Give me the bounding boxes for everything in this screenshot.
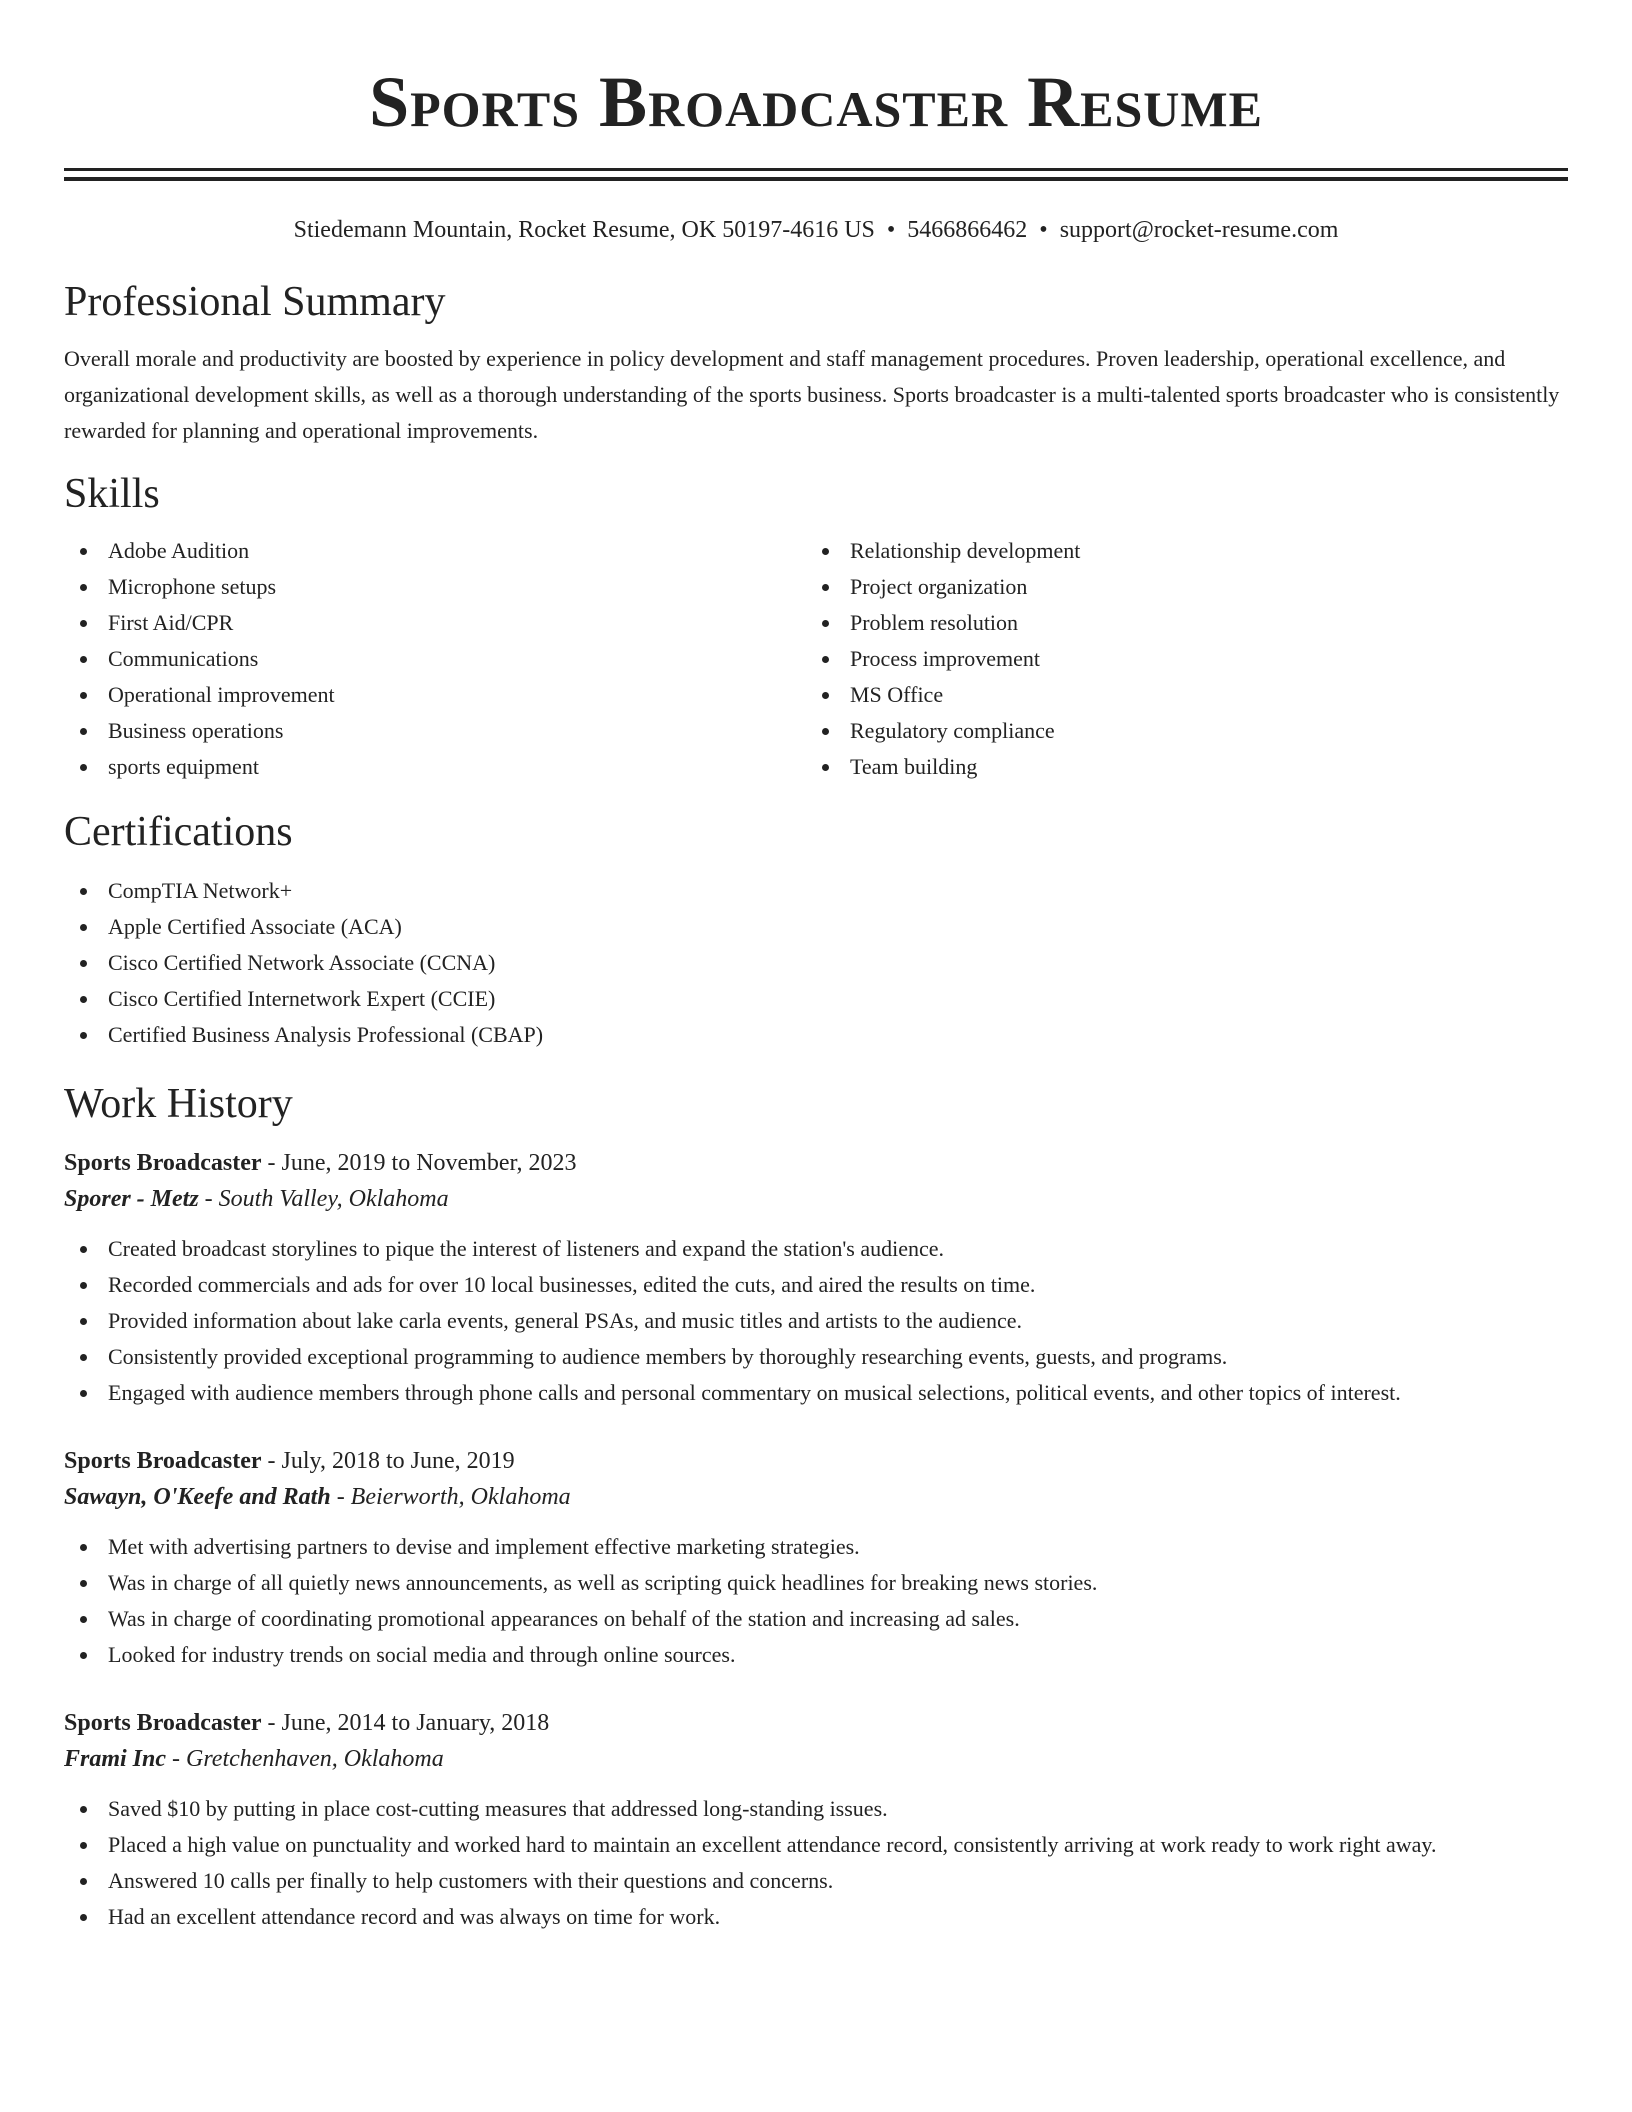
contact-address: Stiedemann Mountain, Rocket Resume, OK 50197-4616 US [293,217,875,243]
skill-item: Communications [64,641,806,677]
skills-section [64,469,1568,785]
bullet-icon [80,960,87,967]
certification-item: Apple Certified Associate (ACA) [64,909,1568,945]
bullet-icon [80,1354,87,1361]
job-duties-list [64,1791,1568,1935]
bullet-icon [80,1914,87,1921]
summary-section [64,277,1568,449]
skill-item: sports equipment [64,749,806,785]
job-duty-item: Looked for industry trends on social media and through online sources. [64,1637,1568,1673]
bullet-icon [80,1318,87,1325]
job-duty-item: Saved $10 by putting in place cost-cutting measures that addressed long-standing issues. [64,1791,1568,1827]
job-entry [64,1705,1568,1935]
contact-email: support@rocket-resume.com [1059,217,1339,243]
certifications-heading: Certifications [64,809,293,855]
contact-separator: • [886,217,896,243]
bullet-icon [80,1390,87,1397]
contact-line [64,215,1568,245]
job-entry [64,1145,1568,1411]
bullet-icon [80,584,87,591]
summary-text: Overall morale and productivity are boosted by experience in policy development and staff management procedures. Proven leadership, operational excellence, and organizational development skills, as well as a thorough understanding of the sports business. Sports broadcaster is a multi-talented sports broadcaster who is consistently rewarded for planning and operational improvements. [64,346,1560,443]
bullet-icon [822,584,829,591]
bullet-icon [80,764,87,771]
certification-item: Cisco Certified Internetwork Expert (CCIE) [64,981,1568,1017]
skill-item: MS Office [806,677,1548,713]
skill-item: Project organization [806,569,1548,605]
job-duty-item: Provided information about lake carla events, general PSAs, and music titles and artists to the audience. [64,1303,1568,1339]
bullet-icon [80,1878,87,1885]
job-title: Sports Broadcaster [64,1710,262,1736]
bullet-icon [80,1806,87,1813]
bullet-icon [80,1842,87,1849]
job-dates: - June, 2014 to January, 2018 [261,1710,550,1736]
job-company: Frami Inc [64,1746,167,1772]
skills-heading: Skills [64,471,160,517]
bullet-icon [80,924,87,931]
skill-item: Operational improvement [64,677,806,713]
skill-item: First Aid/CPR [64,605,806,641]
skill-item: Microphone setups [64,569,806,605]
job-duties-list [64,1529,1568,1673]
contact-separator: • [1039,217,1048,243]
summary-heading: Professional Summary [64,279,446,325]
skill-item: Relationship development [806,533,1548,569]
bullet-icon [80,1544,87,1551]
job-dates: - June, 2019 to November, 2023 [261,1150,577,1176]
certification-item: CompTIA Network+ [64,873,1568,909]
certifications-list [64,873,1568,1053]
bullet-icon [822,728,829,735]
job-company-line [64,1741,1568,1777]
bullet-icon [80,888,87,895]
bullet-icon [80,620,87,627]
work-history-section [64,1079,1568,1935]
job-title-line [64,1145,1568,1181]
contact-phone: 5466866462 [907,217,1028,243]
job-title-line [64,1705,1568,1741]
job-duty-item: Had an excellent attendance record and was always on time for work. [64,1899,1568,1935]
skill-item: Business operations [64,713,806,749]
skill-item: Team building [806,749,1548,785]
bullet-icon [822,620,829,627]
bullet-icon [80,1246,87,1253]
resume-page [64,0,1568,1935]
job-duty-item: Met with advertising partners to devise and implement effective marketing strategies. [64,1529,1568,1565]
bullet-icon [80,692,87,699]
work-history-heading: Work History [64,1081,293,1127]
skills-grid [64,533,1568,785]
job-dates: - July, 2018 to June, 2019 [261,1448,515,1474]
bullet-icon [80,548,87,555]
job-company-line [64,1479,1568,1515]
job-entry [64,1443,1568,1673]
skill-item: Problem resolution [806,605,1548,641]
job-title: Sports Broadcaster [64,1448,262,1474]
skill-item: Regulatory compliance [806,713,1548,749]
job-duty-item: Recorded commercials and ads for over 10 local businesses, edited the cuts, and aired the results on time. [64,1267,1568,1303]
job-location: - South Valley, Oklahoma [198,1186,449,1212]
job-duty-item: Created broadcast storylines to pique the interest of listeners and expand the station's audience. [64,1231,1568,1267]
job-location: - Gretchenhaven, Oklahoma [166,1746,444,1772]
skills-list-right [806,533,1548,785]
resume-title: Sports Broadcaster Resume [369,62,1263,142]
job-company: Sporer - Metz [64,1186,199,1212]
bullet-icon [80,996,87,1003]
job-duty-item: Answered 10 calls per finally to help customers with their questions and concerns. [64,1863,1568,1899]
job-location: - Beierworth, Oklahoma [330,1484,571,1510]
skills-list-left [64,533,806,785]
bullet-icon [80,1282,87,1289]
bullet-icon [80,728,87,735]
bullet-icon [80,656,87,663]
job-company: Sawayn, O'Keefe and Rath [64,1484,331,1510]
job-duty-item: Placed a high value on punctuality and worked hard to maintain an excellent attendance record, consistently arriving at work ready to work right away. [64,1827,1568,1863]
job-duty-item: Was in charge of all quietly news announcements, as well as scripting quick headlines for breaking news stories. [64,1565,1568,1601]
job-duty-item: Engaged with audience members through phone calls and personal commentary on musical selections, political events, and other topics of interest. [64,1375,1568,1411]
certification-item: Certified Business Analysis Professional (CBAP) [64,1017,1568,1053]
bullet-icon [822,764,829,771]
job-duty-item: Was in charge of coordinating promotional appearances on behalf of the station and increasing ad sales. [64,1601,1568,1637]
job-title: Sports Broadcaster [64,1150,262,1176]
certification-item: Cisco Certified Network Associate (CCNA) [64,945,1568,981]
bullet-icon [80,1652,87,1659]
bullet-icon [80,1032,87,1039]
title-rule-top [64,168,1568,171]
skill-item: Process improvement [806,641,1548,677]
job-duty-item: Consistently provided exceptional programming to audience members by thoroughly researching events, guests, and programs. [64,1339,1568,1375]
title-rule-bottom [64,177,1568,181]
bullet-icon [80,1616,87,1623]
bullet-icon [822,548,829,555]
job-company-line [64,1181,1568,1217]
bullet-icon [80,1580,87,1587]
certifications-section [64,807,1568,1053]
job-duties-list [64,1231,1568,1411]
job-title-line [64,1443,1568,1479]
bullet-icon [822,656,829,663]
bullet-icon [822,692,829,699]
skill-item: Adobe Audition [64,533,806,569]
